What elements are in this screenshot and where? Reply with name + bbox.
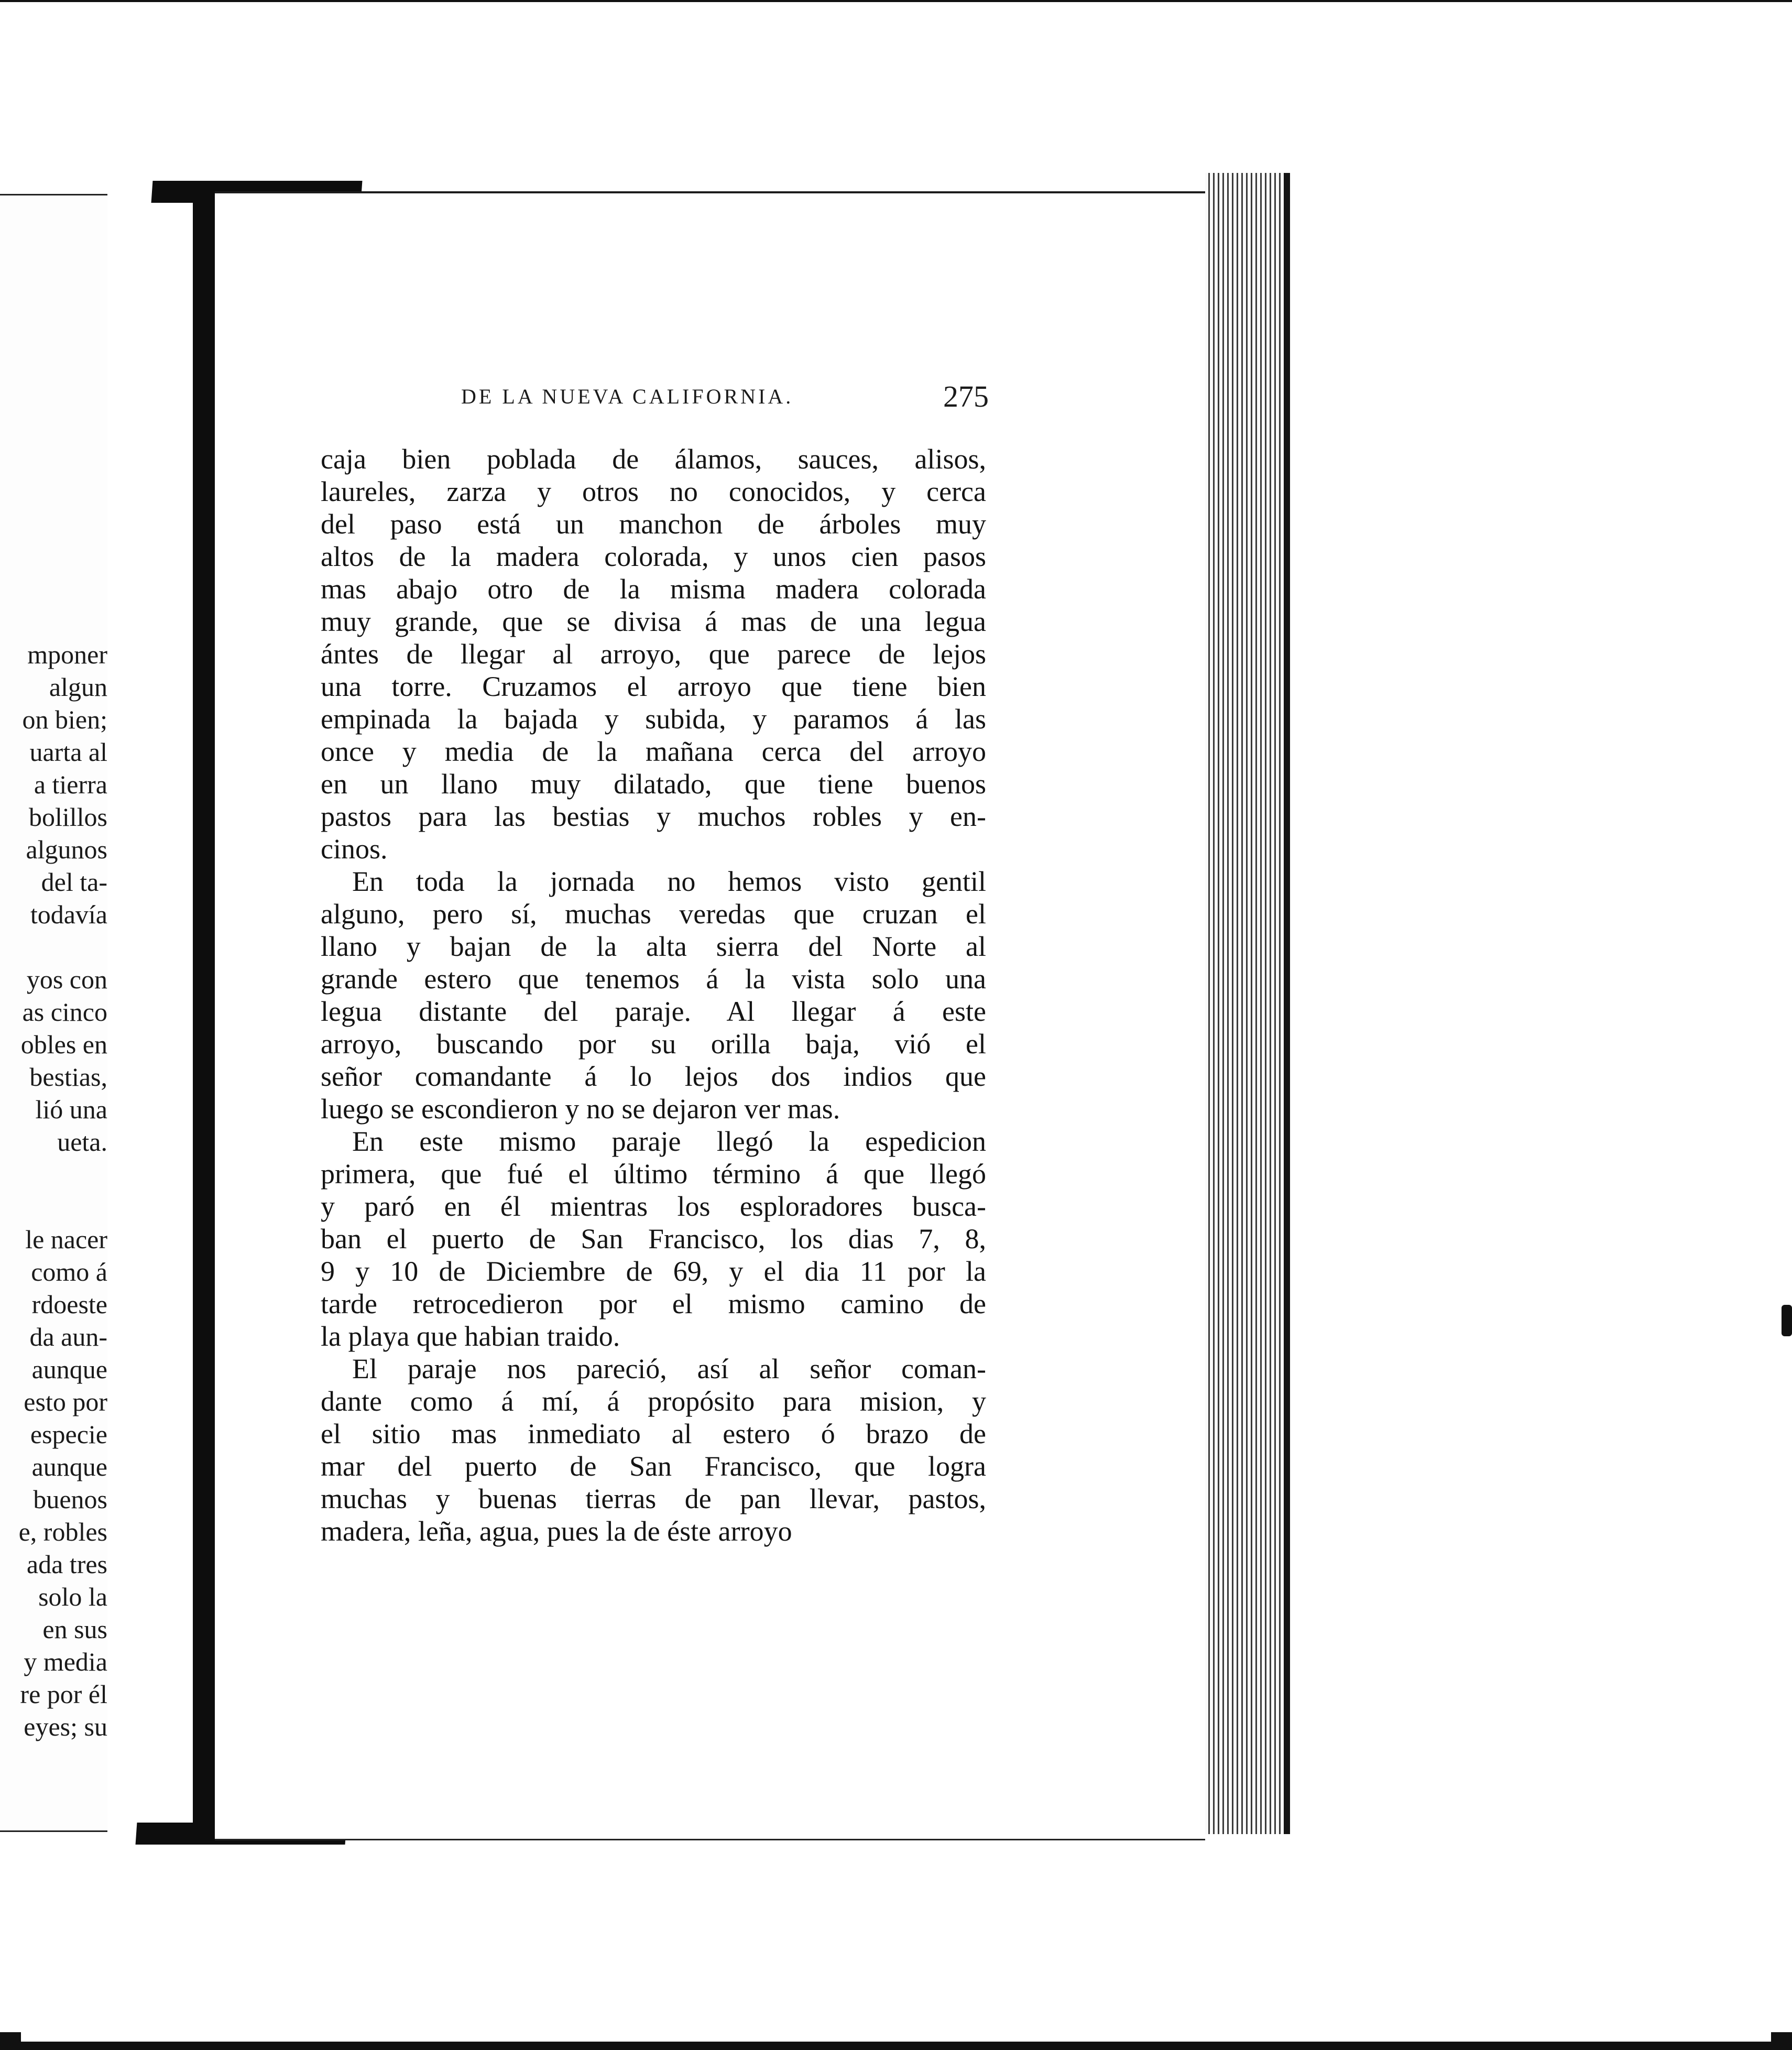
left-text-line: aunque (31, 1452, 107, 1481)
left-page-text (0, 638, 107, 1743)
text-line: pastos para las bestias y muchos robles y en- (321, 801, 986, 832)
left-text-line: rdoeste (31, 1290, 107, 1319)
scan-border-bottom-gap (21, 2032, 1771, 2042)
left-text-line: del ta- (41, 867, 107, 897)
text-line: arroyo, buscando por su orilla baja, vió el (321, 1028, 986, 1060)
text-line: empinada la bajada y subida, y paramos á las (321, 703, 986, 735)
left-text-line: a tierra (34, 770, 107, 799)
text-line: En este mismo paraje llegó la espedicion (352, 1126, 986, 1157)
text-line: tarde retrocedieron por el mismo camino de (321, 1288, 986, 1320)
left-text-line: obles en (20, 1030, 107, 1059)
text-line: luego se escondieron y no se dejaron ver mas. (321, 1093, 840, 1125)
text-line: altos de la madera colorada, y unos cien pasos (321, 541, 986, 572)
left-text-line: eyes; su (24, 1712, 107, 1741)
scan-mark (1782, 1305, 1792, 1336)
text-line: cinos. (321, 833, 388, 865)
book-gutter (193, 194, 215, 1829)
left-text-line: da aun- (29, 1322, 107, 1351)
text-line: el sitio mas inmediato al estero ó brazo de (321, 1418, 986, 1449)
text-line: primera, que fué el último término á que llegó (321, 1158, 986, 1190)
left-text-line: on bien; (22, 705, 107, 734)
text-line: señor comandante á lo lejos dos indios que (321, 1061, 986, 1092)
text-line: alguno, pero sí, muchas veredas que cruzan el (321, 898, 986, 930)
left-page (0, 194, 107, 1832)
left-text-line: y media (24, 1647, 107, 1676)
text-line: En toda la jornada no hemos visto gentil (352, 866, 986, 897)
page-number: 275 (943, 379, 989, 413)
left-text-line: yos con (26, 965, 107, 994)
text-line: dante como á mí, á propósito para mision, y (321, 1386, 986, 1417)
text-line: madera, leña, agua, pues la de éste arroyo (321, 1515, 792, 1547)
text-line: legua distante del paraje. Al llegar á este (321, 996, 986, 1027)
left-text-line: uarta al (29, 737, 107, 767)
left-text-line: esto por (24, 1387, 107, 1416)
left-text-line: mponer (27, 640, 107, 669)
page-body-text (321, 443, 986, 1547)
left-text-line: algunos (26, 835, 107, 864)
running-head: DE LA NUEVA CALIFORNIA. (461, 385, 794, 408)
left-text-line: lió una (35, 1095, 107, 1124)
text-line: 9 y 10 de Diciembre de 69, y el dia 11 por la (321, 1256, 986, 1287)
left-text-line: algun (49, 672, 107, 702)
text-line: ban el puerto de San Francisco, los dias 7, 8, (321, 1223, 986, 1255)
text-line: caja bien poblada de álamos, sauces, alisos, (321, 443, 986, 475)
left-text-line: especie (30, 1420, 107, 1449)
text-line: laureles, zarza y otros no conocidos, y cerca (321, 476, 986, 507)
text-line: del paso está un manchon de árboles muy (321, 508, 986, 540)
left-text-line (0, 931, 107, 963)
left-page-clip (0, 0, 107, 2050)
text-line: grande estero que tenemos á la vista solo una (321, 963, 986, 995)
left-text-line: re por él (20, 1680, 107, 1709)
left-text-line: todavía (30, 900, 107, 929)
text-line: la playa que habian traido. (321, 1321, 620, 1352)
left-text-line: buenos (33, 1485, 107, 1514)
left-text-line: e, robles (18, 1517, 107, 1546)
left-text-line (0, 1191, 107, 1223)
text-line: mas abajo otro de la misma madera colorada (321, 573, 986, 605)
text-line: llano y bajan de la alta sierra del Norte al (321, 931, 986, 962)
left-text-line: ada tres (26, 1550, 107, 1579)
text-line: muchas y buenas tierras de pan llevar, pastos, (321, 1483, 986, 1514)
text-line: en un llano muy dilatado, que tiene buenos (321, 768, 986, 800)
text-line: El paraje nos pareció, así al señor coman- (352, 1353, 986, 1384)
text-line: una torre. Cruzamos el arroyo que tiene bien (321, 671, 986, 702)
text-line: y paró en él mientras los esploradores busca- (321, 1191, 986, 1222)
left-text-line: en sus (42, 1615, 107, 1644)
left-text-line: aunque (31, 1355, 107, 1384)
left-text-line: como á (31, 1257, 107, 1286)
text-line: once y media de la mañana cerca del arroyo (321, 736, 986, 767)
left-text-line: solo la (38, 1582, 107, 1611)
left-text-line: ueta. (57, 1127, 107, 1157)
left-text-line: bolillos (28, 802, 107, 832)
text-line: muy grande, que se divisa á mas de una legua (321, 606, 986, 637)
left-text-line: as cinco (22, 997, 107, 1027)
text-line: mar del puerto de San Francisco, que logra (321, 1451, 986, 1482)
left-text-line: bestias, (29, 1062, 107, 1092)
left-text-line (0, 1158, 107, 1191)
page-edges (1205, 173, 1290, 1834)
left-text-line: le nacer (25, 1225, 107, 1254)
text-line: ántes de llegar al arroyo, que parece de lejos (321, 638, 986, 670)
